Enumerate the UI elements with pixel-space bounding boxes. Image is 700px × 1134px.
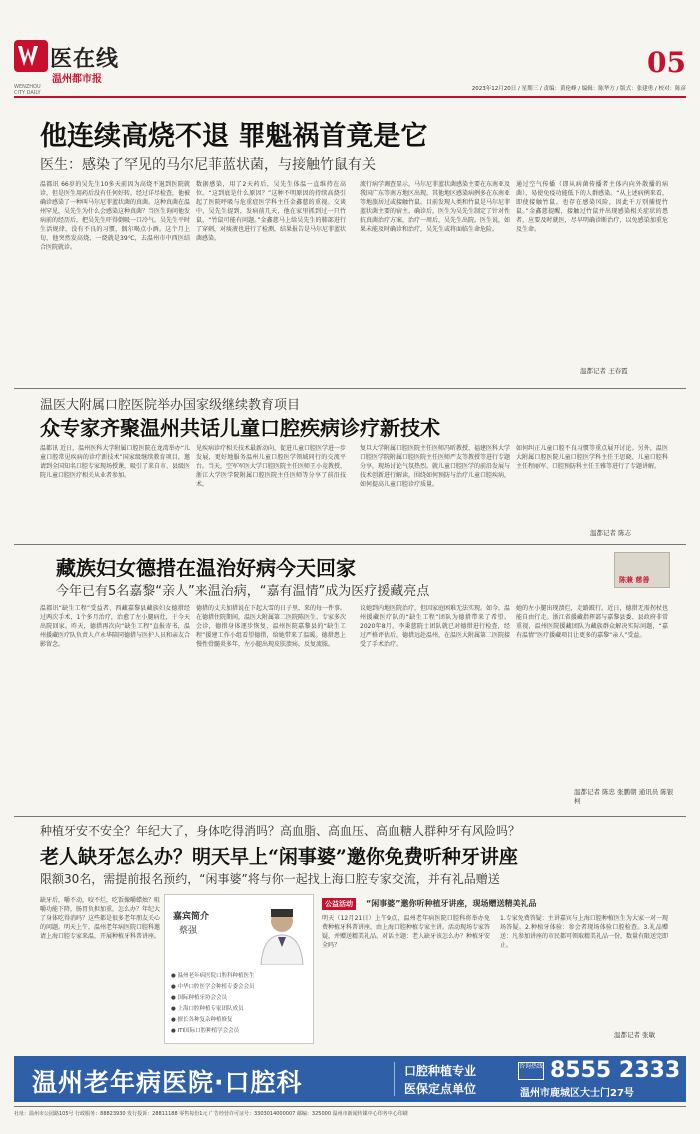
article2-kicker: 温医大附属口腔医院举办国家级继续教育项目: [40, 398, 301, 413]
slogan-1: 口腔种植专业: [404, 1064, 477, 1078]
article1-column-2: 数据感染，用了2天药后，吴先生体温一直维持在高位。“这到底是什么原因？”这种不明原因的持续高烧引起了医院呼吸与危重症医学科主任金鑫慈的重视。交谈中，吴先生提到，发病前几天，他在家里抓到过一只竹鼠，“竹鼠可能有问题。”金鑫慈马上给吴先生的肺部进行了穿刺，对痰液也进行了检测，结果报告是马尔尼菲蓝状菌感染。: [196, 181, 346, 242]
article4-column-3: 明天（12月21日）上午9点，温州老年病医院口腔科将举办免费种植牙科普讲座，由上海口腔种植专家主讲。活动现场专家答疑，并赠送精美礼品。对话主题：老人缺牙该怎么办？种植牙安全吗？: [322, 915, 490, 949]
logo-text: WENZHOU CITY DAILY: [14, 84, 41, 96]
masthead: [14, 40, 686, 100]
article2-title: 众专家齐聚温州共话儿童口腔疾病诊疗新技术: [40, 416, 440, 440]
divider: [14, 816, 686, 817]
article3-byline: 温都记者 陈忠 张鹏朝 通讯员 陈银柯: [574, 788, 674, 805]
divider: [14, 544, 686, 545]
article3-column-3: 议她到内地医院治疗，但因家庭困难无法实现。如今，温州援藏医疗队的“缺生工程”团队为德措带来了希望。2020年8月，李秉慈院士团队就已对德措进行检查，经过严格评估后，德措远赴温州，在温医大附属第二医院接受了手术治疗。: [360, 605, 510, 648]
article3-column-4: 她的左小腿出现溃烂，走路跛行。近日，德措无需拐杖也能自由行走。浙江省援藏指挥部与嘉黎县委、县政府非常重视，温州医院援藏团队为藏族群众解决实际问题，“嘉有温情”医疗援藏项目让更多的嘉黎“亲人”受益。: [516, 605, 668, 639]
article1-byline: 温都记者 王春霞: [580, 367, 628, 375]
page-number: 05: [647, 46, 686, 79]
profile-line: ● 温州老年病医院口腔科种植医生: [171, 973, 255, 979]
doctor-portrait-icon: [257, 903, 307, 965]
hotline-label: 咨询热线: [518, 1062, 544, 1080]
guest-profile-card: [164, 894, 314, 1044]
profile-line: ● 中华口腔医学会种植专委会会员: [171, 984, 255, 990]
hospital-ad-banner: [14, 1056, 686, 1102]
reporter-logo: [614, 552, 670, 588]
masthead-rule: [14, 96, 686, 98]
profile-line: ● ITI国际口腔种植学会会员: [171, 1028, 240, 1034]
photo-caption: 陈兼 慈善: [619, 576, 650, 584]
article4-byline: 温都记者 张敏: [614, 1031, 656, 1039]
w-logo-icon: [14, 40, 48, 82]
article1-title: 他连续高烧不退 罪魁祸首竟是它: [40, 121, 428, 152]
paper-name: 温州都市报: [52, 74, 102, 85]
article2-byline: 温都记者 陈志: [590, 529, 632, 537]
profile-heading: 嘉宾简介: [173, 912, 210, 922]
article1-column-3: 流行病学调查显示，马尔尼菲蓝状菌感染主要在东南亚及我国广东等南方地区出现，其他地区感染病例多在东南亚等地旅居过或接触竹鼠。目前发现人类和竹鼠是马尔尼菲蓝状菌主要的宿主。确诊后，医生为吴先生制定了针对性抗真菌治疗方案，治疗一周后，吴先生出院。医生说，如果未能及时确诊和治疗，吴先生或将面临生命危险。: [360, 181, 510, 233]
article2-column-1: 温都讯 近日，温州医科大学附属口腔医院在龙湾举办“儿童口腔常见疾病的诊疗新技术”国家级继续教育项目，邀请到全国知名口腔专家现场授课，吸引了来自市、县级医院儿童口腔医疗相关从业者参加。: [40, 445, 190, 479]
article3-title: 藏族妇女德措在温治好病今天回家: [56, 556, 356, 580]
article4-subtitle: 限额30名，需提前报名预约，“闲事婆”将与你一起找上海口腔专家交流，并有礼品赠送: [40, 872, 500, 886]
dateline: 2023年12月20日 / 星期三 / 责编：黄伦峰 / 编辑：陈华方 / 版式：张建勇 / 校对：陈彦: [471, 86, 686, 92]
article4-column-1: 缺牙后，嚼不动，咬不烂，吃饭像嚼蜡烛？咀嚼功能下降，肠胃负担加重，怎么办？年纪大了身体吃得消吗？这些都是很多老年朋友关心的问题。明天上午，温州老年病医院口腔科邀请上海口腔专家来温，开展种植牙科普讲座。: [40, 897, 160, 940]
divider: [394, 1062, 395, 1096]
divider: [14, 388, 686, 389]
profile-line: ● 擅长各种复杂种植修复: [171, 1017, 233, 1023]
article1-subtitle: 医生：感染了罕见的马尔尼菲蓝状菌，与接触竹鼠有关: [40, 157, 376, 173]
event-title: “闲事婆”邀你听种植牙讲座，现场赠送精美礼品: [366, 899, 537, 908]
event-tag: 公益活动: [322, 898, 356, 910]
profile-line: ● 国际种植牙协会会员: [171, 995, 228, 1001]
article3-column-2: 德措的丈夫加措说在下起大雪的日子里，来的每一件事。在德措住院期间，温医大附属第二医院陈医生、专家多次会诊，德措身体逐步恢复，温州医院嘉黎县的“缺生工程”援建工作小组看望德措，给她带来了温暖。德措患上慢性骨髓炎多年，左小腿出现皮肤溃疡，反复流脓。: [196, 605, 346, 648]
article2-column-2: 见疾病诊疗相关技术最新动向，促进儿童口腔医学进一步发展，更好地服务温州儿童口腔医学领域同行的交流平台。当天，空军军医大学口腔医院主任医师王小竞教授、浙江大学医学院附属口腔医院主任医师等分享了前沿技术。: [196, 445, 346, 488]
article2-column-4: 如何纠正儿童口腔不良习惯等重点展开讨论。另外，温医大附属口腔医院儿童口腔医学科主任王思晓、儿童口腔科主任程丽军、口腔预防科主任王雅等进行了专题讲解。: [516, 445, 668, 470]
article1-column-4: 通过空气传播（即从病菌传播者主体内向外散播的病菌），易使免疫功能低下的人群感染。“从上述病例来看，即使接触竹鼠，也存在感染风险，因此千万别捕捉竹鼠。”金鑫慈提醒，接触过竹鼠并出现感染相关症状的患者，应要及时就医，尽早明确诊断治疗，以免感染加重危及生命。: [516, 181, 668, 233]
phone-number: 8555 2333: [550, 1058, 681, 1083]
hospital-address: 温州市鹿城区大士门27号: [520, 1088, 634, 1099]
profile-name: 蔡强: [179, 926, 198, 936]
slogan-2: 医保定点单位: [404, 1082, 477, 1096]
article2-column-3: 复旦大学附属口腔医院主任医师冯昕教授、福建医科大学口腔医学院附属口腔医院主任医师严友等教授等进行专题分享，现场讨论气氛热烈。就儿童口腔医学的前沿发展与技术创新进行解读，围绕如何预防与治疗儿童口腔疾病，如何提高儿童口腔诊疗质量。: [360, 445, 510, 488]
hospital-name: 温州老年病医院·口腔科: [32, 1068, 303, 1097]
article4-kicker: 种植牙安不安全？年纪大了，身体吃得消吗？高血脂、高血压、高血糖人群种牙有风险吗？: [40, 824, 521, 838]
article4-column-4: 1.专家免费答疑：主讲嘉宾与上海口腔种植医生为大家一对一现场答疑。2.种植牙体验：参会者现场体验口腔检查。3.礼品赠送：凡参加讲座的市民都可领取精美礼品一份，数量有限送完即止。: [500, 915, 668, 949]
divider: [14, 1106, 686, 1107]
article1-column-1: 温都讯 66岁的吴先生10多天前因为高烧不退到医院就诊，但是医生用药后没有任何好转，经过详尽检查，他被确诊感染了一种叫马尔尼菲蓝状菌的真菌。这种真菌在温州罕见，吴先生为什么会感染这种真菌？当医生询问他发病前的经历后，把吴先生吓得倒吸一口冷气。吴先生平时生活规律，没有不良的习惯，偶尔喝点小酒。这个月上旬，他突然发高烧，一烧就是39℃，去温州市中西医结合医院就诊。: [40, 181, 190, 251]
section-name: 医在线: [50, 46, 120, 72]
article3-column-1: 温都讯“缺生工程”受益者、西藏嘉黎县藏族妇女德措经过两次手术，1个多月治疗，治愈了左小腿病灶，于今天出院回家。昨天，德措再次向“缺生工程”直报寄书，温州援藏医疗队负责人卢永华陪同德措与医护人员和亲友合影留念。: [40, 605, 190, 648]
article3-subtitle: 今年已有5名嘉黎“亲人”来温治病，“嘉有温情”成为医疗援藏亮点: [56, 584, 430, 599]
profile-line: ● 上海口腔种植专家团队成员: [171, 1006, 244, 1012]
article4-title: 老人缺牙怎么办？明天早上“闲事婆”邀你免费听种牙讲座: [40, 846, 518, 868]
footer-info: 社址：温州市公园路105号 行政服务：88823930 发行投诉：28811188 零售每份1元 广告经营许可证号：3303014000007 邮编：325000 温州市新闻传媒中心印务中心印刷: [14, 1111, 408, 1117]
